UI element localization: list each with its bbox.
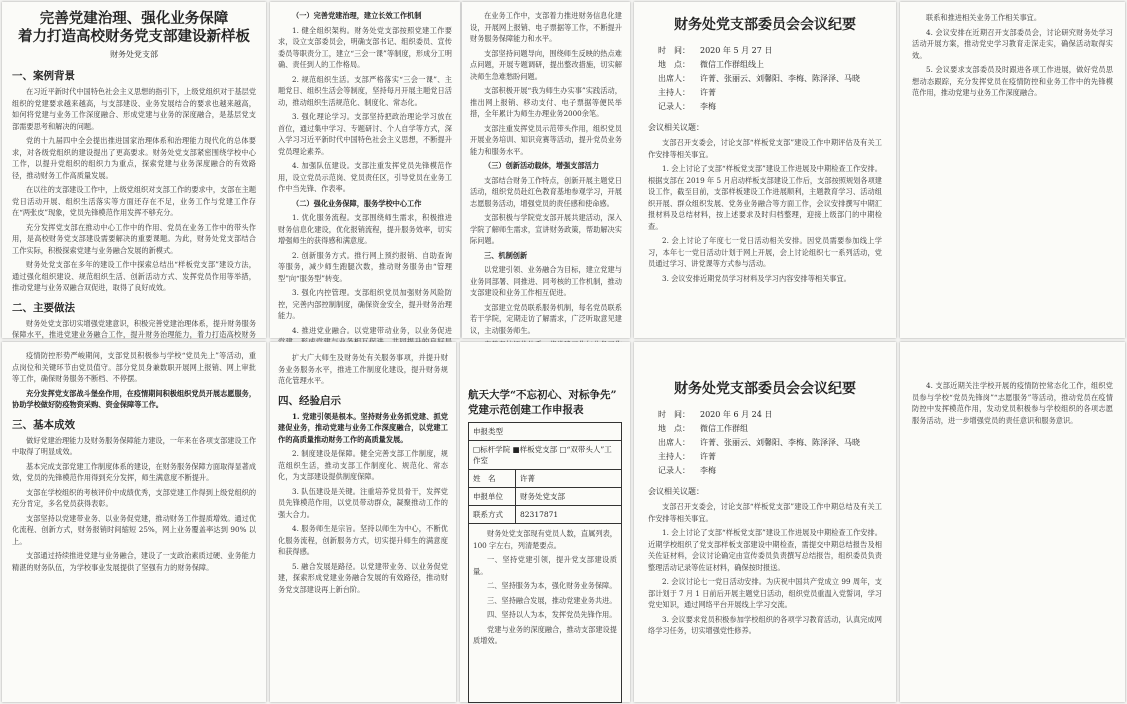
paragraph: 5. 融合发展是路径。以党建带业务、以业务促党建，探索形成党建业务融合发展的有效路径，推动财务党支部建设再上新台阶。 [278,561,448,594]
paragraph: 2. 规范组织生活。支部严格落实“三会一课”、主题党日、组织生活会等制度，坚持每月开展主题党日活动，推动组织生活规范化、制度化、常态化。 [278,74,452,107]
paragraph: 支部在学校组织的考核评价中成绩优秀，支部党建工作得到上级党组织的充分肯定，多名党员获得表彰。 [12,487,257,508]
form-content-box [468,524,622,703]
paragraph: 支部结合财务工作特点，创新开展主题党日活动，组织党员赴红色教育基地参观学习，开展志愿服务活动，增强党员的责任感和使命感。 [470,175,622,208]
paragraph: 4. 支部近期关注学校开展的疫情防控常态化工作，组织党员参与学校“党员先锋岗”“志愿服务”等活动，推动党员在疫情防控中发挥模范作用，发动党员积极参与学校组织的各项志愿服务活动，进一步增强党员的责任意识和服务意识。 [912,381,1113,425]
meta-row: 地 点： 微信工作群组线上 [658,60,764,69]
paragraph: 4. 加强队伍建设。支部注重发挥党员先锋模范作用，设立党员示范岗、党员责任区，引导党员在业务工作中当先锋、作表率。 [278,161,452,193]
paragraph: 党建与业务的深度融合，推动支部建设提质增效。 [473,624,617,645]
form-cell-label: 申报单位 [469,488,516,506]
form-title-line-2: 党建示范创建工作申报表 [468,404,584,416]
paragraph: 2. 会上讨论了年度七一党日活动相关安排。因党员需要参加线上学习，本年七一党日活动计划于网上开展，会上讨论组织七一系列活动，党员通过学习、讲党课等方式参与活动。 [648,236,882,268]
document-page-lessons [270,342,456,702]
option-label: ■样板党支部 [512,445,558,454]
paragraph: 充分发挥党支部在推动中心工作中的作用、党员在业务工作中的带头作用，是高校财务党支部建设需要解决的重要课题。为此，财务处党支部结合工作实际，积极探索党建与业务融合发展的新模式。 [12,222,256,255]
paragraph: 4. 会议安排在近期召开支部委员会，讨论研究财务处学习活动开展方案，推动党史学习教育走深走实，确保活动取得实效。 [912,27,1113,60]
paragraph: 在以往的支部建设工作中，上级党组织对支部工作的要求中，支部在主题党日活动开展、组织生活落实等方面还存在不足，业务工作与党建工作存在“两张皮”现象，党员先锋模范作用发挥不够充分。 [12,185,257,217]
paragraph: 二、坚持服务为本，强化财务业务保障。 [487,581,617,590]
meta-row: 记录人： 李梅 [658,466,716,475]
section-heading: 一、案例背景 [12,70,75,82]
doc-unit: 财务处党支部 [110,50,158,59]
paragraph: 2. 会议讨论七一党日活动安排。为庆祝中国共产党成立 99 周年，支部计划于 7 月 1 日前后开展主题党日活动，组织党员重温入党誓词，学习党史知识，通过网络平台开展线上学习交流。 [648,577,882,609]
section-heading: 三、基本成效 [12,418,75,431]
meta-row: 时 间： 2020 年 6 月 24 日 [658,410,773,419]
meta-row: 主持人： 许菁 [658,88,716,97]
paragraph: 1. 会上讨论了支部“样板党支部”建设工作进展及中期检查工作安排。近期学校组织了党支部样板支部建设中期检查，需提交中期总结报告及相关佐证材料，会议讨论确定由宣传委员负责撰写总结报告，组织委员负责整理活动记录等佐证材料，确保按时报送。 [648,528,882,572]
form-row [469,470,622,488]
paragraph: 5. 会议要求支部委员及时跟进各项工作进展，做好党员思想动态跟踪，充分发挥党员在疫情防控和业务工作中的先锋模范作用，推动党建与业务工作深度融合。 [912,65,1113,97]
document-page-practices [270,2,460,338]
meeting-minutes-page-may-continued [900,2,1125,338]
paragraph: 扩大广大师生及财务处有关服务事项，并提升财务业务服务水平，推进工作制度化建设，提升财务规范化管理水平。 [278,353,448,385]
paragraph: 财务处党支部现有党员人数，直属列表，100 字左右，列清楚要点。 [473,529,617,550]
minutes-title: 财务处党支部委员会会议纪要 [674,17,856,33]
meta-row: 地 点： 微信工作群组 [658,424,748,433]
paragraph: 支部召开支委会，讨论支部“样板党支部”建设工作中期总结及有关工作安排等相关事宜。 [648,502,882,523]
paragraph: 在习近平新时代中国特色社会主义思想的指引下，上级党组织对于基层党组织的党建要求越来越高，与支部建设、业务发展结合的要求也越来越高，如何将党建与业务工作深度融合、形成党建与业务的深度融合，是基层党支部需要思考和解决的问题。 [12,87,257,131]
minutes-meta [658,408,882,478]
paragraph: 1. 健全组织架构。财务处党支部按照党建工作要求，设立支部委员会，明确支部书记、组织委员、宣传委员等职责分工，建立“三会一课”等制度，形成分工明确、责任到人的工作格局。 [278,25,452,69]
form-cell-value: 82317871 [516,506,622,524]
paragraph: 支部建立党员联系服务机制，每名党员联系若干学院，定期走访了解需求，广泛听取意见建议，主动服务师生。 [470,302,622,335]
doc-title-line-2: 着力打造高校财务党支部建设新样板 [18,28,250,45]
paragraph: 支部积极与学院党支部开展共建活动，深入学院了解师生需求，宣讲财务政策，帮助解决实际问题。 [470,213,622,245]
paragraph: 3. 强化理论学习。支部坚持把政治理论学习放在首位，通过集中学习、专题研讨、个人自学等方式，深入学习习近平新时代中国特色社会主义思想，不断提升党员理论素养。 [278,112,452,156]
paragraph: （三）创新活动载体，增强支部活力 [484,161,600,170]
paragraph: 财务处党支部在多年的建设工作中探索总结出“样板党支部”建设方法，通过强化组织建设、规范组织生活、创新活动方式、发挥党员作用等举措，推动党建与业务双融合双促进，取得了良好成效。 [12,260,256,292]
paragraph: 3. 队伍建设是关键。注重培养党员骨干，发挥党员先锋模范作用，以党员带动群众，凝聚推动工作的强大合力。 [278,486,448,519]
meta-row: 主持人： 许菁 [658,452,716,461]
agenda-label: 会议相关议题： [648,123,704,132]
form-row [469,441,622,470]
document-page-results [2,342,266,702]
paragraph: 3. 会议要求党员积极参加学校组织的各项学习教育活动，认真完成网络学习任务，切实增强党性修养。 [648,614,882,635]
paragraph: 3. 会议安排近期党员学习材料及学习内容安排等相关事宜。 [662,273,851,283]
form-title-line-1: 航天大学“不忘初心、对标争先” [468,389,617,401]
application-form-page [460,342,630,702]
form-cell-value: 许菁 [516,470,622,488]
option-label: □“双带头人”工作室 [473,445,612,465]
meta-row: 时 间： 2020 年 5 月 27 日 [658,46,773,55]
paragraph: 疫情防控形势严峻期间，支部党员积极参与学校“党员先上”等活动，重点岗位和关键环节由党员值守。部分党员身兼数职开展网上报销、网上审批等工作，确保财务服务不断档、不停摆。 [12,351,256,383]
section-heading: 四、经验启示 [278,394,341,407]
agenda-label: 会议相关议题： [648,487,704,496]
form-type-label: 申报类型 [469,423,622,441]
option-label: □标杆学院 [473,445,511,454]
doc-title-line-1: 完善党建治理、强化业务保障 [39,10,229,27]
form-row [469,488,622,506]
paragraph: 联系和推进相关业务工作相关事宜。 [926,13,1042,22]
document-page-case-background [2,2,266,338]
paragraph: （二）强化业务保障，服务学校中心工作 [292,198,422,208]
form-cell-label: 姓 名 [469,470,516,488]
paragraph: 4. 推进党业融合。以党建带动业务，以业务促进 [292,325,452,335]
paragraph: 财务处党支部切实增强党建意识，积极完善党建治理体系，提升财务服务保障水平，推进党建业务融合工作，提升财务治理能力，着力打造高校财务 [12,318,257,339]
paragraph: 1. 会上讨论了支部“样板党支部”建设工作进展及中期检查工作安排。根据支部在 2019 年 5 月启动样板支部建设工作后，支部按照规划各项建设工作，截至目前，支部样板建设工作进展顺利，主题教育学习、活动组织开展、群众组织发展、党务业务融合等方面工作，会议安排撰写中期汇报材料及总结材料，按上述要求及时归档整理，迎接上级部门的中期检查。 [648,164,882,231]
paragraph: 四、坚持以人为本，发挥党员先锋作用。 [487,610,617,619]
paragraph: 1. 优化服务流程。支部围绕师生需求，积极推进财务信息化建设，优化报销流程，提升服务效率，切实增强师生的获得感和满意度。 [278,213,452,245]
paragraph: 以党建引领、业务融合为目标，建立党建与业务同部署、同推进、同考核的工作机制，推动支部建设和业务工作相互促进。 [470,265,622,297]
paragraph: 充分发挥党支部战斗堡垒作用，在疫情期间积极组织党员开展志愿服务，协助学校做好防疫物资采购、资金保障等工作。 [12,388,257,409]
minutes-title: 财务处党支部委员会会议纪要 [674,381,856,397]
paragraph: 支部坚持以党建带业务、以业务促党建，推动财务工作提质增效。通过优化流程、创新方式，财务报销时间缩短 25%，网上业务覆盖率达到 90% 以上。 [12,513,257,546]
paragraph: 三、坚持融合发展，推动党建业务共进。 [487,595,617,605]
paragraph: 支部通过持续推进党建与业务融合，建设了一支政治素质过硬、业务能力精湛的财务队伍，为学校事业发展提供了坚强有力的财务保障。 [12,551,257,572]
form-row [469,423,622,441]
paragraph: 支部坚持问题导向，围绕师生反映的热点难点问题，开展专题调研，提出整改措施，切实解决师生急难愁盼问题。 [470,48,622,81]
paragraph: （一）完善党建治理，建立长效工作机制 [292,11,422,20]
minutes-meta [658,44,882,114]
document-page-activities [462,2,630,338]
paragraph: 三、机制创新 [484,250,528,260]
paragraph: 一、坚持党建引领，提升党支部建设质量。 [473,555,617,576]
paragraph: 1. 党建引领是根本。坚持财务业务抓党建、抓党建促业务，推动党建与业务工作深度融合，以党建工作的高质量推动财务工作的高质量发展。 [278,411,448,444]
paragraph: 支部注重发挥党员示范带头作用，组织党员开展业务培训、知识竞赛等活动，提升党员业务能力和服务水平。 [470,123,622,156]
meeting-minutes-page-june-continued [900,342,1125,702]
meta-row: 出席人： 许菁、张丽云、刘馨阳、李梅、陈泽泽、马晓 [658,74,860,83]
form-type-options [469,441,622,470]
paragraph: 2. 创新服务方式。推行网上预约报销、自助查询等服务，减少师生跑腿次数，推动财务服务由“管理型”向“服务型”转变。 [278,250,452,283]
paragraph: 在业务工作中，支部着力推进财务信息化建设，开展网上报销、电子票据等工作，不断提升财务服务保障能力和水平。 [470,11,622,43]
meeting-minutes-page-may [634,2,896,338]
paragraph: 支部积极开展“我为师生办实事”实践活动，推出网上报销、移动支付、电子票据等便民举措，全年累计为师生办理业务2000余笔。 [470,86,622,118]
application-form-table [468,422,622,524]
paragraph: 2. 制度建设是保障。健全完善支部工作制度，规范组织生活，推动支部工作制度化、规范化、常态化，为支部建设提供制度保障。 [278,449,448,481]
paragraph: 党的十九届四中全会提出推进国家治理体系和治理能力现代化的总体要求，对各级党组织的建设提出了更高要求。财务处党支部紧密围绕学校中心工作，以提升党组织的组织力为重点，探索党建与业务深度融合的有效路径，推动财务工作高质量发展。 [12,136,256,180]
meta-row: 出席人： 许菁、张丽云、刘馨阳、李梅、陈泽泽、马晓 [658,438,860,447]
paragraph: 做好党建治理能力及财务服务保障能力建设，一年来在各项支部建设工作中取得了明显成效。 [12,435,257,456]
paragraph: 3. 强化内控管理。支部组织党员加强财务风险防控，完善内部控制制度，确保资金安全，提升财务治理能力。 [278,288,452,320]
meta-row: 记录人： 李梅 [658,102,716,111]
paragraph: 基本完成支部党建工作制度体系的建设，在财务服务保障方面取得显著成效，党员的先锋模范作用得到充分发挥，师生满意度不断提升。 [12,461,257,482]
meeting-minutes-page-june [634,342,896,702]
form-cell-label: 联系方式 [469,506,516,524]
form-cell-value: 财务处党支部 [516,488,622,506]
paragraph: 支部召开支委会，讨论支部“样板党支部”建设工作中期评估及有关工作安排等相关事宜。 [648,138,882,159]
section-heading: 二、主要做法 [12,301,75,314]
form-row [469,506,622,524]
paragraph: 4. 服务师生是宗旨。坚持以师生为中心，不断优化服务流程，创新服务方式，切实提升师生的满意度和获得感。 [278,524,448,556]
